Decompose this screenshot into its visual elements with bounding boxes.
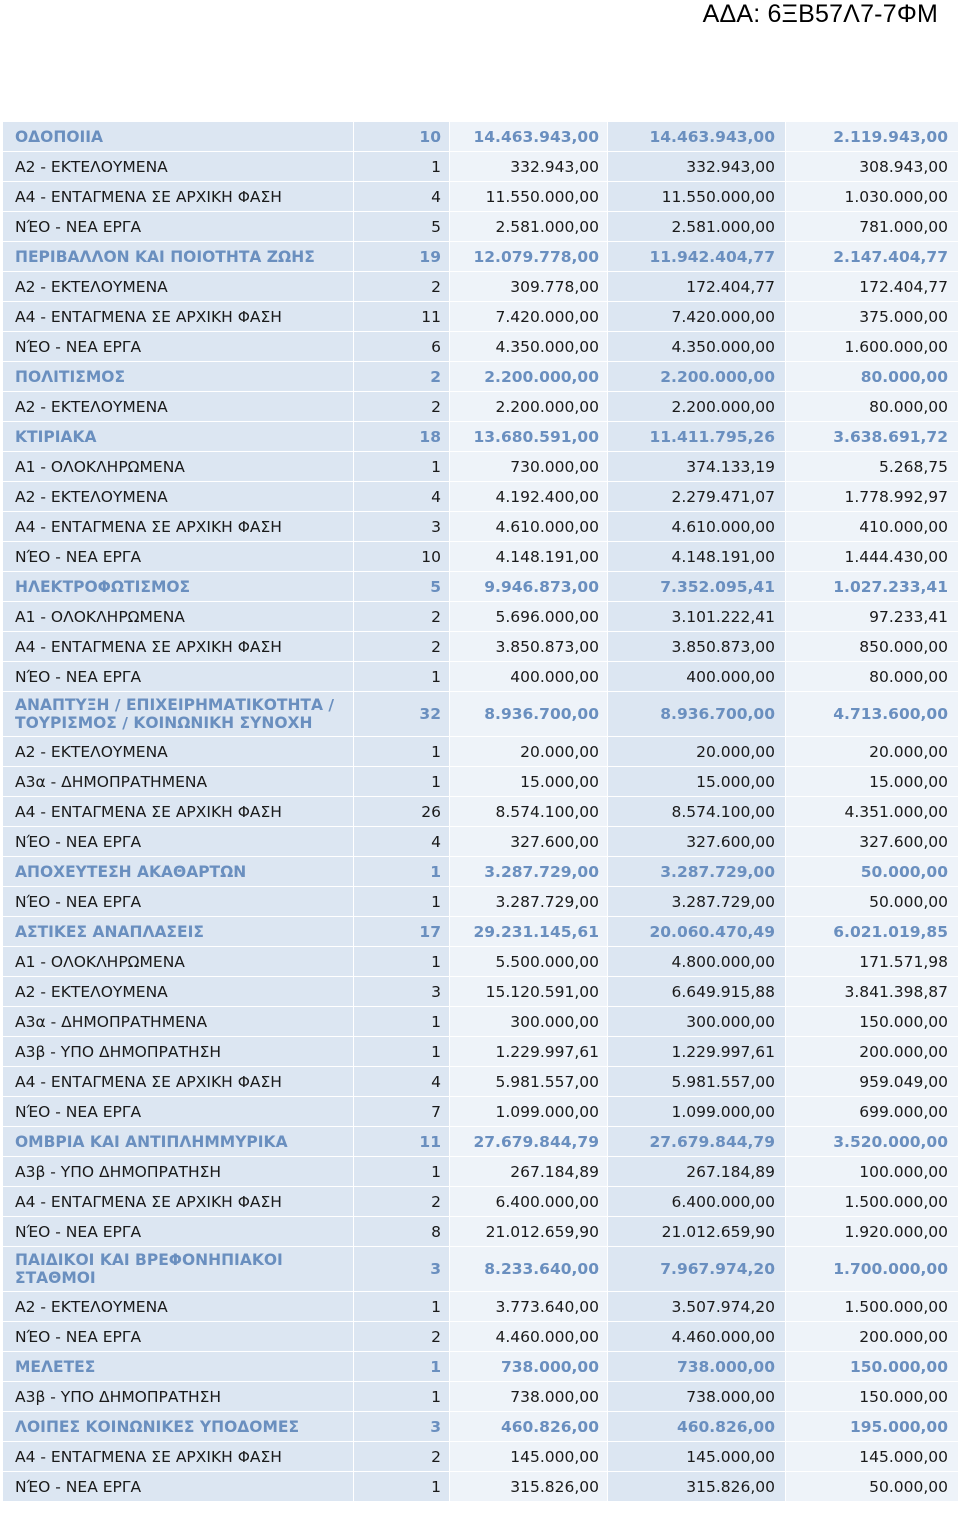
row-value-3: 959.049,00 xyxy=(786,1067,959,1097)
row-value-2: 267.184,89 xyxy=(608,1157,786,1187)
category-row xyxy=(3,422,959,452)
row-value-3: 1.700.000,00 xyxy=(786,1247,959,1292)
row-count: 7 xyxy=(354,1097,450,1127)
row-value-2: 3.850.873,00 xyxy=(608,632,786,662)
row-label: Α4 - ΕΝΤΑΓΜΕΝΑ ΣΕ ΑΡΧΙΚΗ ΦΑΣΗ xyxy=(3,512,354,542)
table-row xyxy=(3,827,959,857)
row-value-3: 80.000,00 xyxy=(786,392,959,422)
row-value-2: 400.000,00 xyxy=(608,662,786,692)
row-value-2: 14.463.943,00 xyxy=(608,122,786,152)
table-row xyxy=(3,1322,959,1352)
row-count: 5 xyxy=(354,572,450,602)
row-value-1: 15.120.591,00 xyxy=(450,977,608,1007)
row-value-2: 1.099.000,00 xyxy=(608,1097,786,1127)
row-value-3: 100.000,00 xyxy=(786,1157,959,1187)
row-value-2: 738.000,00 xyxy=(608,1382,786,1412)
row-label: ΝΈΟ - ΝΕΑ ΕΡΓΑ xyxy=(3,1472,354,1502)
row-value-3: 150.000,00 xyxy=(786,1007,959,1037)
table-row xyxy=(3,542,959,572)
row-value-3: 1.778.992,97 xyxy=(786,482,959,512)
row-value-1: 3.287.729,00 xyxy=(450,857,608,887)
table-row xyxy=(3,512,959,542)
table-row xyxy=(3,977,959,1007)
row-value-2: 20.060.470,49 xyxy=(608,917,786,947)
table-row xyxy=(3,1442,959,1472)
category-row xyxy=(3,122,959,152)
row-value-3: 308.943,00 xyxy=(786,152,959,182)
row-count: 4 xyxy=(354,827,450,857)
row-label: Α1 - ΟΛΟΚΛΗΡΩΜΕΝΑ xyxy=(3,602,354,632)
row-label: ΑΠΟΧΕΥΤΕΣΗ ΑΚΑΘΑΡΤΩΝ xyxy=(3,857,354,887)
row-value-1: 300.000,00 xyxy=(450,1007,608,1037)
row-value-1: 20.000,00 xyxy=(450,737,608,767)
category-row xyxy=(3,1127,959,1157)
row-value-2: 3.507.974,20 xyxy=(608,1292,786,1322)
category-row xyxy=(3,917,959,947)
row-value-1: 4.192.400,00 xyxy=(450,482,608,512)
row-label: Α4 - ΕΝΤΑΓΜΕΝΑ ΣΕ ΑΡΧΙΚΗ ΦΑΣΗ xyxy=(3,797,354,827)
row-value-2: 11.411.795,26 xyxy=(608,422,786,452)
row-value-3: 327.600,00 xyxy=(786,827,959,857)
row-value-3: 200.000,00 xyxy=(786,1037,959,1067)
row-count: 1 xyxy=(354,662,450,692)
row-label: Α4 - ΕΝΤΑΓΜΕΝΑ ΣΕ ΑΡΧΙΚΗ ΦΑΣΗ xyxy=(3,302,354,332)
row-count: 17 xyxy=(354,917,450,947)
row-label: ΟΔΟΠΟΙΙΑ xyxy=(3,122,354,152)
row-value-1: 332.943,00 xyxy=(450,152,608,182)
row-value-3: 1.600.000,00 xyxy=(786,332,959,362)
row-count: 1 xyxy=(354,1157,450,1187)
row-value-1: 14.463.943,00 xyxy=(450,122,608,152)
table-row xyxy=(3,767,959,797)
row-label: ΝΈΟ - ΝΕΑ ΕΡΓΑ xyxy=(3,1322,354,1352)
row-value-1: 2.200.000,00 xyxy=(450,362,608,392)
row-label: ΜΕΛΕΤΕΣ xyxy=(3,1352,354,1382)
row-value-3: 699.000,00 xyxy=(786,1097,959,1127)
row-label: ΝΈΟ - ΝΕΑ ΕΡΓΑ xyxy=(3,542,354,572)
row-value-3: 97.233,41 xyxy=(786,602,959,632)
row-value-3: 1.500.000,00 xyxy=(786,1292,959,1322)
category-row xyxy=(3,1247,959,1292)
ada-code: ΑΔΑ: 6ΞΒ57Λ7-7ΦΜ xyxy=(702,0,938,28)
row-label: Α3β - ΥΠΟ ΔΗΜΟΠΡΑΤΗΣΗ xyxy=(3,1157,354,1187)
row-value-1: 4.350.000,00 xyxy=(450,332,608,362)
row-value-2: 374.133,19 xyxy=(608,452,786,482)
row-value-3: 1.920.000,00 xyxy=(786,1217,959,1247)
row-label: ΟΜΒΡΙΑ ΚΑΙ ΑΝΤΙΠΛΗΜΜΥΡΙΚΑ xyxy=(3,1127,354,1157)
row-value-3: 4.351.000,00 xyxy=(786,797,959,827)
row-value-3: 5.268,75 xyxy=(786,452,959,482)
table-row xyxy=(3,452,959,482)
row-value-1: 309.778,00 xyxy=(450,272,608,302)
row-value-2: 3.287.729,00 xyxy=(608,857,786,887)
row-count: 10 xyxy=(354,542,450,572)
row-count: 26 xyxy=(354,797,450,827)
row-value-1: 730.000,00 xyxy=(450,452,608,482)
row-value-1: 4.460.000,00 xyxy=(450,1322,608,1352)
row-value-2: 738.000,00 xyxy=(608,1352,786,1382)
row-value-3: 375.000,00 xyxy=(786,302,959,332)
row-value-1: 29.231.145,61 xyxy=(450,917,608,947)
row-label: Α3β - ΥΠΟ ΔΗΜΟΠΡΑΤΗΣΗ xyxy=(3,1037,354,1067)
table-row xyxy=(3,152,959,182)
row-value-2: 6.649.915,88 xyxy=(608,977,786,1007)
row-count: 1 xyxy=(354,1382,450,1412)
row-value-3: 1.444.430,00 xyxy=(786,542,959,572)
row-value-2: 4.460.000,00 xyxy=(608,1322,786,1352)
row-count: 4 xyxy=(354,482,450,512)
table-row xyxy=(3,332,959,362)
row-value-3: 410.000,00 xyxy=(786,512,959,542)
row-value-3: 200.000,00 xyxy=(786,1322,959,1352)
row-value-2: 2.279.471,07 xyxy=(608,482,786,512)
row-value-3: 3.841.398,87 xyxy=(786,977,959,1007)
row-value-1: 27.679.844,79 xyxy=(450,1127,608,1157)
table-row xyxy=(3,737,959,767)
row-value-3: 1.030.000,00 xyxy=(786,182,959,212)
row-label: Α2 - ΕΚΤΕΛΟΥΜΕΝΑ xyxy=(3,1292,354,1322)
row-value-1: 738.000,00 xyxy=(450,1352,608,1382)
row-count: 3 xyxy=(354,1247,450,1292)
table-row xyxy=(3,1292,959,1322)
row-value-1: 4.148.191,00 xyxy=(450,542,608,572)
row-value-1: 1.099.000,00 xyxy=(450,1097,608,1127)
row-label: Α4 - ΕΝΤΑΓΜΕΝΑ ΣΕ ΑΡΧΙΚΗ ΦΑΣΗ xyxy=(3,182,354,212)
row-value-2: 15.000,00 xyxy=(608,767,786,797)
row-value-2: 2.581.000,00 xyxy=(608,212,786,242)
table-row xyxy=(3,1067,959,1097)
row-value-2: 4.350.000,00 xyxy=(608,332,786,362)
row-value-1: 3.287.729,00 xyxy=(450,887,608,917)
row-label: ΝΈΟ - ΝΕΑ ΕΡΓΑ xyxy=(3,1097,354,1127)
row-label: Α3α - ΔΗΜΟΠΡΑΤΗΜΕΝΑ xyxy=(3,1007,354,1037)
row-value-3: 4.713.600,00 xyxy=(786,692,959,737)
row-value-1: 1.229.997,61 xyxy=(450,1037,608,1067)
row-label: Α4 - ΕΝΤΑΓΜΕΝΑ ΣΕ ΑΡΧΙΚΗ ΦΑΣΗ xyxy=(3,1067,354,1097)
row-value-1: 327.600,00 xyxy=(450,827,608,857)
row-value-2: 4.610.000,00 xyxy=(608,512,786,542)
row-value-1: 3.773.640,00 xyxy=(450,1292,608,1322)
row-value-3: 15.000,00 xyxy=(786,767,959,797)
row-count: 32 xyxy=(354,692,450,737)
category-row xyxy=(3,692,959,737)
row-label: Α2 - ΕΚΤΕΛΟΥΜΕΝΑ xyxy=(3,482,354,512)
row-value-2: 300.000,00 xyxy=(608,1007,786,1037)
row-value-3: 2.119.943,00 xyxy=(786,122,959,152)
row-value-2: 4.800.000,00 xyxy=(608,947,786,977)
row-label: ΑΣΤΙΚΕΣ ΑΝΑΠΛΑΣΕΙΣ xyxy=(3,917,354,947)
row-label: Α2 - ΕΚΤΕΛΟΥΜΕΝΑ xyxy=(3,152,354,182)
row-value-3: 6.021.019,85 xyxy=(786,917,959,947)
row-value-2: 27.679.844,79 xyxy=(608,1127,786,1157)
row-value-1: 8.574.100,00 xyxy=(450,797,608,827)
row-value-3: 145.000,00 xyxy=(786,1442,959,1472)
row-count: 10 xyxy=(354,122,450,152)
row-count: 11 xyxy=(354,1127,450,1157)
row-count: 2 xyxy=(354,1322,450,1352)
row-value-1: 400.000,00 xyxy=(450,662,608,692)
row-value-2: 315.826,00 xyxy=(608,1472,786,1502)
row-label: Α2 - ΕΚΤΕΛΟΥΜΕΝΑ xyxy=(3,272,354,302)
row-count: 1 xyxy=(354,857,450,887)
row-label: Α4 - ΕΝΤΑΓΜΕΝΑ ΣΕ ΑΡΧΙΚΗ ΦΑΣΗ xyxy=(3,632,354,662)
row-value-3: 195.000,00 xyxy=(786,1412,959,1442)
row-value-3: 1.500.000,00 xyxy=(786,1187,959,1217)
row-value-1: 7.420.000,00 xyxy=(450,302,608,332)
row-value-2: 20.000,00 xyxy=(608,737,786,767)
table-row xyxy=(3,482,959,512)
row-value-1: 6.400.000,00 xyxy=(450,1187,608,1217)
row-count: 3 xyxy=(354,1412,450,1442)
row-label: Α1 - ΟΛΟΚΛΗΡΩΜΕΝΑ xyxy=(3,452,354,482)
row-label: Α4 - ΕΝΤΑΓΜΕΝΑ ΣΕ ΑΡΧΙΚΗ ΦΑΣΗ xyxy=(3,1187,354,1217)
row-value-1: 12.079.778,00 xyxy=(450,242,608,272)
row-value-2: 1.229.997,61 xyxy=(608,1037,786,1067)
row-value-3: 50.000,00 xyxy=(786,887,959,917)
row-value-1: 8.936.700,00 xyxy=(450,692,608,737)
row-value-3: 150.000,00 xyxy=(786,1352,959,1382)
row-count: 3 xyxy=(354,512,450,542)
row-count: 1 xyxy=(354,1292,450,1322)
row-value-2: 327.600,00 xyxy=(608,827,786,857)
category-row xyxy=(3,1352,959,1382)
table-row xyxy=(3,212,959,242)
row-label: ΝΈΟ - ΝΕΑ ΕΡΓΑ xyxy=(3,1217,354,1247)
table-row xyxy=(3,1097,959,1127)
row-count: 1 xyxy=(354,1352,450,1382)
row-count: 2 xyxy=(354,272,450,302)
row-value-3: 150.000,00 xyxy=(786,1382,959,1412)
table-row xyxy=(3,662,959,692)
row-value-2: 8.574.100,00 xyxy=(608,797,786,827)
row-value-3: 3.638.691,72 xyxy=(786,422,959,452)
row-label: ΝΈΟ - ΝΕΑ ΕΡΓΑ xyxy=(3,662,354,692)
row-value-2: 332.943,00 xyxy=(608,152,786,182)
row-count: 4 xyxy=(354,182,450,212)
table-row xyxy=(3,887,959,917)
row-count: 2 xyxy=(354,392,450,422)
row-value-2: 4.148.191,00 xyxy=(608,542,786,572)
row-value-2: 7.420.000,00 xyxy=(608,302,786,332)
row-value-1: 145.000,00 xyxy=(450,1442,608,1472)
table-row xyxy=(3,1037,959,1067)
row-value-1: 15.000,00 xyxy=(450,767,608,797)
table-row xyxy=(3,1007,959,1037)
row-count: 1 xyxy=(354,767,450,797)
row-label: Α2 - ΕΚΤΕΛΟΥΜΕΝΑ xyxy=(3,392,354,422)
row-value-1: 2.581.000,00 xyxy=(450,212,608,242)
row-count: 1 xyxy=(354,887,450,917)
budget-table xyxy=(2,121,959,1502)
row-count: 1 xyxy=(354,152,450,182)
row-value-2: 2.200.000,00 xyxy=(608,392,786,422)
table-row xyxy=(3,392,959,422)
category-row xyxy=(3,857,959,887)
row-value-3: 50.000,00 xyxy=(786,1472,959,1502)
row-value-2: 7.352.095,41 xyxy=(608,572,786,602)
row-value-1: 2.200.000,00 xyxy=(450,392,608,422)
row-label: Α3α - ΔΗΜΟΠΡΑΤΗΜΕΝΑ xyxy=(3,767,354,797)
row-count: 2 xyxy=(354,1187,450,1217)
row-value-1: 3.850.873,00 xyxy=(450,632,608,662)
row-value-2: 21.012.659,90 xyxy=(608,1217,786,1247)
row-value-3: 20.000,00 xyxy=(786,737,959,767)
row-value-2: 6.400.000,00 xyxy=(608,1187,786,1217)
row-label: Α2 - ΕΚΤΕΛΟΥΜΕΝΑ xyxy=(3,977,354,1007)
table-row xyxy=(3,1217,959,1247)
row-label: ΝΈΟ - ΝΕΑ ΕΡΓΑ xyxy=(3,212,354,242)
category-row xyxy=(3,362,959,392)
row-value-3: 80.000,00 xyxy=(786,662,959,692)
row-value-2: 5.981.557,00 xyxy=(608,1067,786,1097)
row-count: 1 xyxy=(354,1472,450,1502)
row-value-2: 3.101.222,41 xyxy=(608,602,786,632)
row-value-2: 7.967.974,20 xyxy=(608,1247,786,1292)
category-row xyxy=(3,242,959,272)
row-label: ΠΕΡΙΒΑΛΛΟΝ ΚΑΙ ΠΟΙΟΤΗΤΑ ΖΩΗΣ xyxy=(3,242,354,272)
row-value-1: 5.500.000,00 xyxy=(450,947,608,977)
row-count: 4 xyxy=(354,1067,450,1097)
row-count: 2 xyxy=(354,362,450,392)
row-label: Α4 - ΕΝΤΑΓΜΕΝΑ ΣΕ ΑΡΧΙΚΗ ΦΑΣΗ xyxy=(3,1442,354,1472)
row-value-2: 172.404,77 xyxy=(608,272,786,302)
category-row xyxy=(3,1412,959,1442)
row-value-1: 738.000,00 xyxy=(450,1382,608,1412)
row-value-2: 11.550.000,00 xyxy=(608,182,786,212)
row-value-3: 171.571,98 xyxy=(786,947,959,977)
row-value-2: 8.936.700,00 xyxy=(608,692,786,737)
table-row xyxy=(3,1157,959,1187)
table-row xyxy=(3,302,959,332)
row-count: 11 xyxy=(354,302,450,332)
row-value-3: 80.000,00 xyxy=(786,362,959,392)
table-row xyxy=(3,182,959,212)
row-label: ΛΟΙΠΕΣ ΚΟΙΝΩΝΙΚΕΣ ΥΠΟΔΟΜΕΣ xyxy=(3,1412,354,1442)
row-value-1: 11.550.000,00 xyxy=(450,182,608,212)
row-count: 1 xyxy=(354,947,450,977)
row-count: 1 xyxy=(354,1037,450,1067)
row-count: 2 xyxy=(354,1442,450,1472)
row-label: ΝΈΟ - ΝΕΑ ΕΡΓΑ xyxy=(3,827,354,857)
row-value-2: 460.826,00 xyxy=(608,1412,786,1442)
row-value-3: 2.147.404,77 xyxy=(786,242,959,272)
table-row xyxy=(3,272,959,302)
row-value-1: 21.012.659,90 xyxy=(450,1217,608,1247)
row-value-3: 1.027.233,41 xyxy=(786,572,959,602)
row-value-3: 50.000,00 xyxy=(786,857,959,887)
row-value-2: 2.200.000,00 xyxy=(608,362,786,392)
row-value-2: 3.287.729,00 xyxy=(608,887,786,917)
row-label: ΚΤΙΡΙΑΚΑ xyxy=(3,422,354,452)
row-count: 18 xyxy=(354,422,450,452)
row-label: Α1 - ΟΛΟΚΛΗΡΩΜΕΝΑ xyxy=(3,947,354,977)
row-value-1: 5.981.557,00 xyxy=(450,1067,608,1097)
row-value-1: 8.233.640,00 xyxy=(450,1247,608,1292)
row-label: ΝΈΟ - ΝΕΑ ΕΡΓΑ xyxy=(3,332,354,362)
row-value-1: 5.696.000,00 xyxy=(450,602,608,632)
row-value-1: 13.680.591,00 xyxy=(450,422,608,452)
table-row xyxy=(3,632,959,662)
row-value-1: 460.826,00 xyxy=(450,1412,608,1442)
row-count: 2 xyxy=(354,632,450,662)
row-value-1: 267.184,89 xyxy=(450,1157,608,1187)
table-row xyxy=(3,1382,959,1412)
row-value-1: 4.610.000,00 xyxy=(450,512,608,542)
table-row xyxy=(3,947,959,977)
row-value-3: 781.000,00 xyxy=(786,212,959,242)
row-label: ΝΈΟ - ΝΕΑ ΕΡΓΑ xyxy=(3,887,354,917)
row-count: 6 xyxy=(354,332,450,362)
row-label: ΠΑΙΔΙΚΟΙ ΚΑΙ ΒΡΕΦΟΝΗΠΙΑΚΟΙ ΣΤΑΘΜΟΙ xyxy=(3,1247,354,1292)
category-row xyxy=(3,572,959,602)
row-value-2: 145.000,00 xyxy=(608,1442,786,1472)
row-value-1: 315.826,00 xyxy=(450,1472,608,1502)
row-label: ΠΟΛΙΤΙΣΜΟΣ xyxy=(3,362,354,392)
table-row xyxy=(3,1187,959,1217)
row-count: 5 xyxy=(354,212,450,242)
table-row xyxy=(3,797,959,827)
row-value-3: 3.520.000,00 xyxy=(786,1127,959,1157)
row-count: 1 xyxy=(354,452,450,482)
table-row xyxy=(3,1472,959,1502)
table-row xyxy=(3,602,959,632)
row-count: 1 xyxy=(354,737,450,767)
row-value-3: 850.000,00 xyxy=(786,632,959,662)
row-label: ΑΝΑΠΤΥΞΗ / ΕΠΙΧΕΙΡΗΜΑΤΙΚΟΤΗΤΑ / ΤΟΥΡΙΣΜΟΣ / ΚΟΙΝΩΝΙΚΗ ΣΥΝΟΧΗ xyxy=(3,692,354,737)
row-count: 3 xyxy=(354,977,450,1007)
row-count: 2 xyxy=(354,602,450,632)
row-count: 19 xyxy=(354,242,450,272)
row-count: 1 xyxy=(354,1007,450,1037)
row-label: ΗΛΕΚΤΡΟΦΩΤΙΣΜΟΣ xyxy=(3,572,354,602)
row-value-3: 172.404,77 xyxy=(786,272,959,302)
row-count: 8 xyxy=(354,1217,450,1247)
row-value-1: 9.946.873,00 xyxy=(450,572,608,602)
row-label: Α2 - ΕΚΤΕΛΟΥΜΕΝΑ xyxy=(3,737,354,767)
row-label: Α3β - ΥΠΟ ΔΗΜΟΠΡΑΤΗΣΗ xyxy=(3,1382,354,1412)
row-value-2: 11.942.404,77 xyxy=(608,242,786,272)
